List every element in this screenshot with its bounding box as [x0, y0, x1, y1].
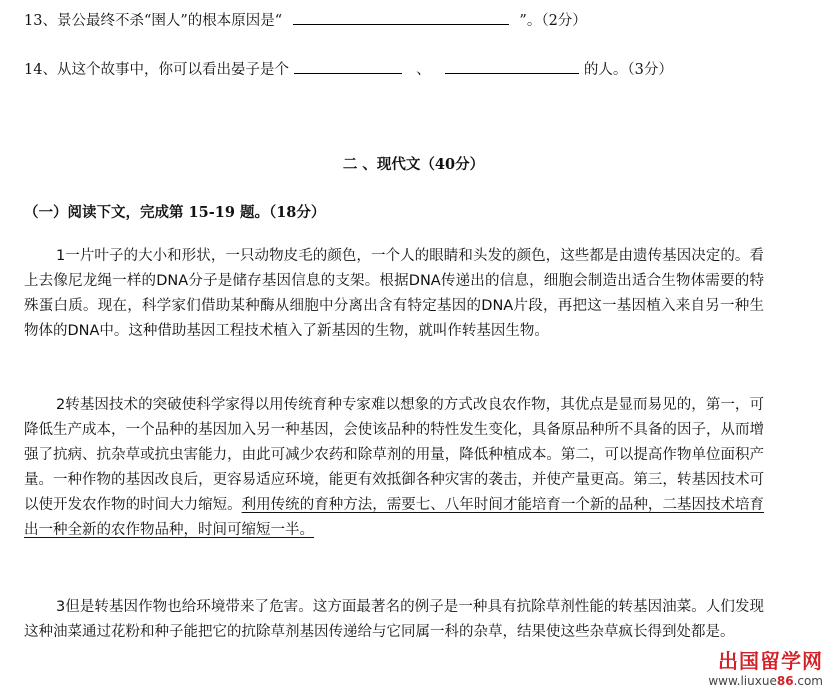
question-13	[24, 9, 587, 30]
question-14	[24, 58, 673, 79]
paragraph-1-text: 1一片叶子的大小和形状，一只动物皮毛的颜色，一个人的眼睛和头发的颜色，这些都是由遗传基因决定的。看上去像尼龙绳一样的DNA分子是储存基因信息的支架。根据DNA传递出的信息，细胞会制造出适合生物体需要的特殊蛋白质。现在，科学家们借助某种酶从细胞中分离出含有特定基因的DNA片段，再把这一基因植入来自另一种生物体的DNA中。这种借助基因工程技术植入了新基因的生物，就叫作转基因生物。	[24, 248, 764, 339]
question-13-text: 13、景公最终不杀“圉人”的根本原因是“	[24, 13, 283, 29]
watermark-name: 出国留学网	[718, 649, 823, 673]
paragraph-2-text: 2转基因技术的突破使科学家得以用传统育种专家难以想象的方式改良农作物，其优点是显而易见的，第一，可降低生产成本，一个品种的基因加入另一种基因，会使该品种的特性发生变化，具备原品种所不具备的因子，从而增强了抗病、抗杂草或抗虫害能力，由此可减少农药和除草剂的用量，降低种植成本。第二，可以提高作物单位面积产量。一种作物的基因改良后，更容易适应环境，能更有效抵御各种灾害的袭击，并使产量更高。第三，转基因技术可以使开发农作物的时间大力缩短。	[24, 397, 764, 513]
paragraph-1	[24, 244, 764, 344]
question-14-separator: 、	[416, 62, 431, 78]
section-subtitle: （一）阅读下文，完成第 15-19 题。（18分）	[24, 204, 326, 221]
paragraph-3-text: 3但是转基因作物也给环境带来了危害。这方面最著名的例子是一种具有抗除草剂性能的转基因油菜。人们发现这种油菜通过花粉和种子能把它的抗除草剂基因传递给与它同属一科的杂草，结果使这些杂草疯长得到处都是。	[24, 599, 764, 640]
answer-blank-14a[interactable]	[294, 59, 402, 74]
paragraph-3	[24, 595, 764, 645]
watermark-logo	[708, 645, 823, 688]
answer-blank-13[interactable]	[293, 10, 509, 25]
paragraph-2-underlined-sentence: 利用传统的育种方法，需要七、八年时间才能培育一个新的品种，二基因技术培育出一种全新的农作物品种，时间可缩短一半。	[24, 497, 765, 538]
question-13-suffix: ”。（2分）	[519, 13, 587, 29]
answer-blank-14b[interactable]	[445, 59, 579, 74]
section-title: 二 、现代文（40分）	[342, 156, 485, 173]
question-14-text: 14、从这个故事中，你可以看出晏子是个	[24, 62, 289, 78]
question-14-suffix: 的人。（3分）	[583, 62, 673, 78]
watermark-url: www.liuxue86.com	[708, 674, 823, 688]
paragraph-2	[24, 393, 764, 543]
